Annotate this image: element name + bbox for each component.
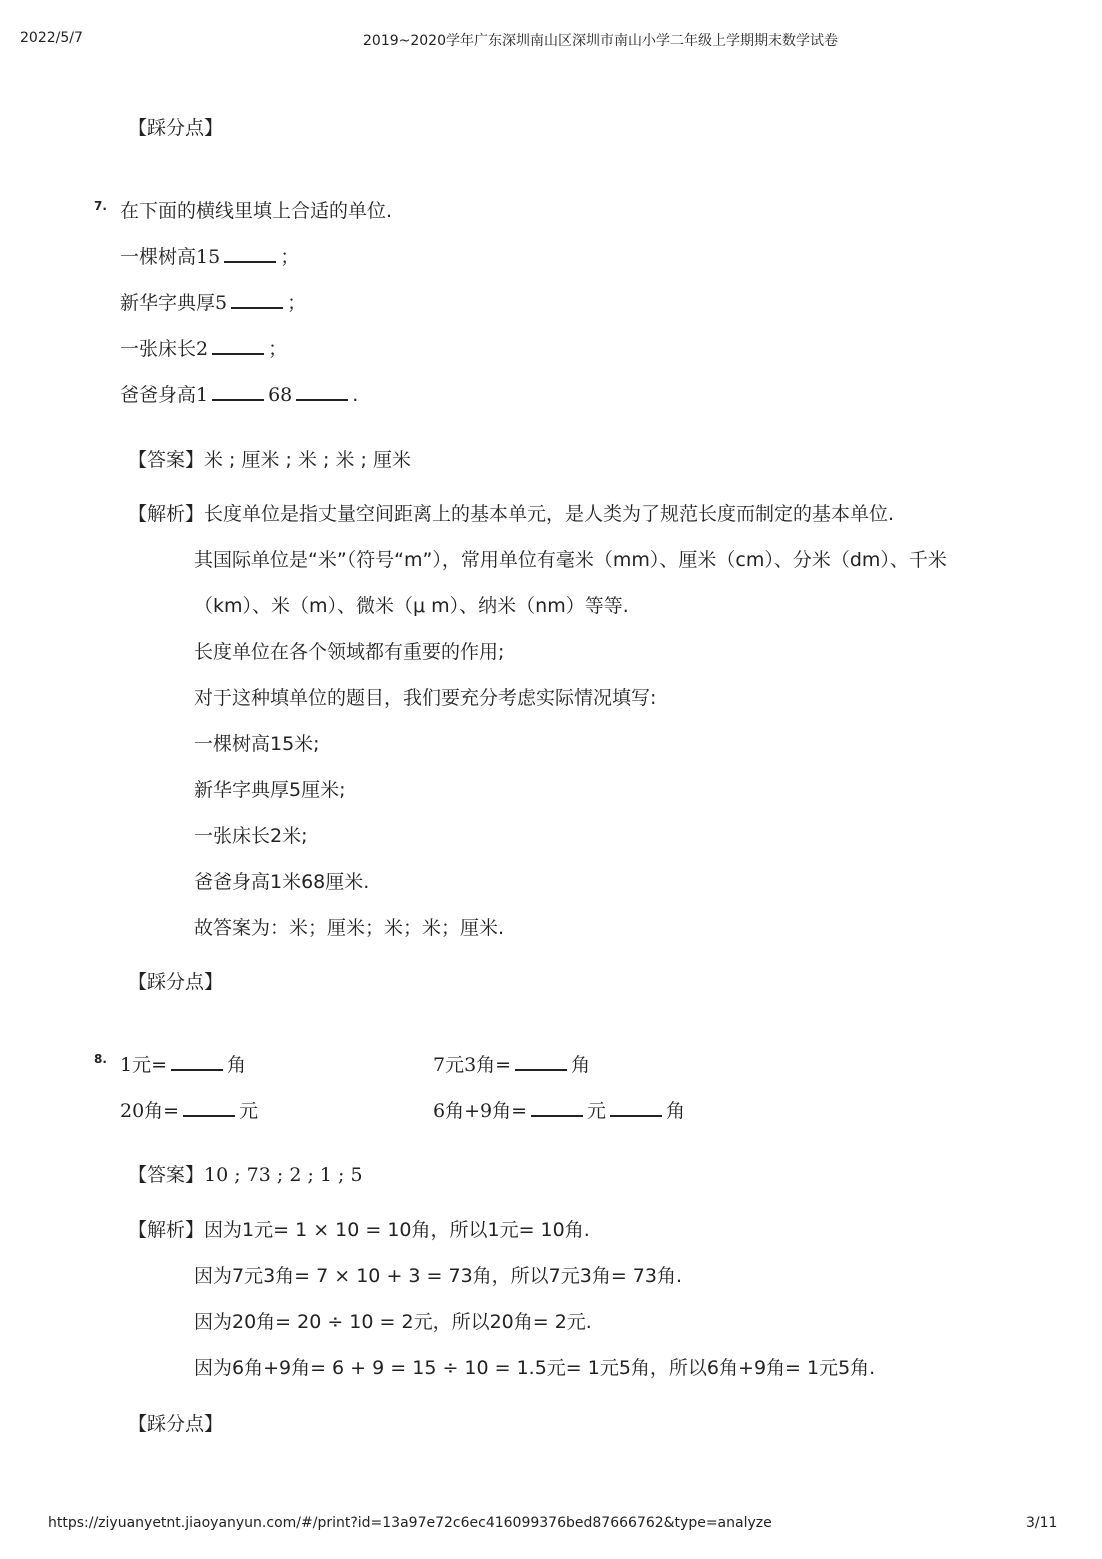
line-text: ；: [268, 338, 288, 360]
analysis-line: 爸爸身高1米68厘米.: [194, 871, 370, 893]
analysis-line: 一棵树高15米;: [194, 733, 320, 755]
answer-blank[interactable]: [212, 385, 264, 401]
answer-blank[interactable]: [171, 1055, 223, 1071]
answer-label: 【答案】: [128, 449, 205, 471]
line-text: 1元=: [120, 1054, 168, 1076]
analysis-line: （km）、米（m）、微米（μ m）、纳米（nm）等等.: [194, 595, 629, 617]
analysis-line: 故答案为：米；厘米；米；米；厘米.: [194, 917, 505, 939]
answer-blank[interactable]: [183, 1101, 235, 1117]
question-number: 7.: [94, 199, 107, 213]
analysis-line: 对于这种填单位的题目，我们要充分考虑实际情况填写:: [194, 687, 657, 709]
line-text: 元: [587, 1100, 607, 1122]
answer-label: 【答案】: [128, 1164, 205, 1186]
points-label: 【踩分点】: [128, 117, 224, 139]
analysis-line: 因为20角= 20 ÷ 10 = 2元，所以20角= 2元.: [194, 1311, 592, 1333]
line-text: 爸爸身高1: [120, 384, 209, 406]
line-text: 7元3角=: [433, 1054, 512, 1076]
question-line-1: [120, 245, 299, 269]
footer-page-number: 3/11: [1026, 1515, 1058, 1531]
line-text: 一张床长2: [120, 338, 209, 360]
question-part-3: [120, 1099, 258, 1123]
question-number: 8.: [94, 1052, 107, 1066]
question-stem: 在下面的横线里填上合适的单位.: [120, 200, 393, 222]
analysis-line: 因为6角+9角= 6 + 9 = 15 ÷ 10 = 1.5元= 1元5角，所以6角+9角= 1元5角.: [194, 1357, 876, 1379]
analysis-line: 因为7元3角= 7 × 10 + 3 = 73角，所以7元3角= 73角.: [194, 1265, 683, 1287]
line-text: 角: [666, 1100, 686, 1122]
analysis-row: [128, 1218, 590, 1242]
question-line-3: [120, 337, 287, 361]
line-text: ；: [287, 292, 307, 314]
answer-text: 10 ; 73 ; 2 ; 1 ; 5: [204, 1164, 363, 1186]
answer-blank[interactable]: [531, 1101, 583, 1117]
answer-blank[interactable]: [231, 293, 283, 309]
answer-blank[interactable]: [296, 385, 348, 401]
answer-text: 米 ; 厘米 ; 米 ; 米 ; 厘米: [204, 449, 411, 471]
line-text: 20角=: [120, 1100, 180, 1122]
question-part-4: [433, 1099, 685, 1123]
header-date: 2022/5/7: [20, 30, 83, 46]
analysis-text: 长度单位是指丈量空间距离上的基本单元，是人类为了规范长度而制定的基本单位.: [204, 503, 895, 525]
answer-row: [128, 1163, 363, 1187]
answer-blank[interactable]: [212, 339, 264, 355]
question-part-2: [433, 1053, 590, 1077]
header-title: 2019~2020学年广东深圳南山区深圳市南山小学二年级上学期期末数学试卷: [363, 33, 838, 49]
line-text: 角: [227, 1054, 247, 1076]
line-text: 新华字典厚5: [120, 292, 228, 314]
analysis-line: 长度单位在各个领域都有重要的作用;: [194, 641, 505, 663]
question-part-1: [120, 1053, 246, 1077]
line-text: ；: [280, 246, 300, 268]
answer-row: [128, 448, 411, 472]
points-label: 【踩分点】: [128, 1413, 224, 1435]
analysis-line: 新华字典厚5厘米;: [194, 779, 346, 801]
answer-blank[interactable]: [224, 247, 276, 263]
answer-blank[interactable]: [610, 1101, 662, 1117]
line-text: 角: [571, 1054, 591, 1076]
question-line-4: [120, 383, 358, 407]
analysis-line: 一张床长2米;: [194, 825, 308, 847]
question-line-2: [120, 291, 306, 315]
analysis-text: 因为1元= 1 × 10 = 10角，所以1元= 10角.: [204, 1219, 590, 1241]
line-text: 一棵树高15: [120, 246, 221, 268]
line-text: .: [352, 384, 359, 406]
line-text: 元: [239, 1100, 259, 1122]
line-text: 6角+9角=: [433, 1100, 528, 1122]
line-text: 68: [268, 384, 293, 406]
analysis-row: [128, 502, 894, 526]
footer-url: https://ziyuanyetnt.jiaoyanyun.com/#/print?id=13a97e72c6ec416099376bed87666762&type=analyze: [48, 1515, 772, 1531]
analysis-line: 其国际单位是“米”（符号“m”），常用单位有毫米（mm）、厘米（cm）、分米（dm）、千米: [194, 549, 947, 571]
analysis-label: 【解析】: [128, 1219, 205, 1241]
answer-blank[interactable]: [515, 1055, 567, 1071]
points-label: 【踩分点】: [128, 971, 224, 993]
analysis-label: 【解析】: [128, 503, 205, 525]
